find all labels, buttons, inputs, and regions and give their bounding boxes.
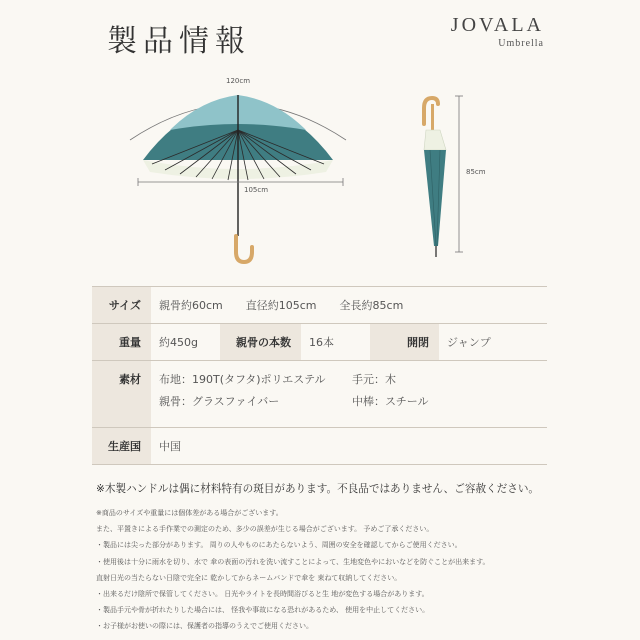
size-label: サイズ bbox=[92, 287, 151, 324]
shaft-material-value: 中棒：スチール bbox=[352, 395, 429, 408]
page-title: 製品情報 bbox=[107, 24, 251, 59]
width-label: 120cm bbox=[226, 77, 251, 85]
note-item: ・製品には尖った部分があります。 周りの人やものにあたらないよう、周囲の安全を確認してからご使用ください。 bbox=[96, 541, 462, 550]
brand-subtitle: Umbrella bbox=[498, 38, 544, 49]
spec-row-origin bbox=[92, 428, 547, 465]
length-label: 85cm bbox=[466, 168, 486, 176]
size-value-ribs: 親骨約60cm bbox=[159, 299, 223, 312]
closed-umbrella bbox=[424, 98, 446, 257]
open-value: ジャンプ bbox=[439, 324, 547, 361]
note-item: ※商品のサイズや重量には個体差がある場合がございます。 bbox=[96, 509, 283, 517]
open-label: 開閉 bbox=[370, 324, 439, 361]
brand-name: JOVALA bbox=[450, 14, 544, 36]
diameter-label: 105cm bbox=[244, 186, 269, 194]
handle-material-value: 手元：木 bbox=[352, 373, 396, 386]
open-umbrella bbox=[143, 95, 333, 262]
material-label: 素材 bbox=[92, 361, 151, 428]
spec-row-size bbox=[92, 287, 547, 324]
notes-section bbox=[96, 481, 566, 635]
spec-row-material bbox=[92, 361, 547, 428]
note-item: また、平置きによる手作業での測定のため、多少の誤差が生じる場合がございます。 予めご了承ください。 bbox=[96, 525, 434, 534]
wood-handle-note: ※木製ハンドルは偶に材料特有の斑目があります。不良品ではありません、ご容赦ください。 bbox=[96, 483, 540, 495]
note-item: ・製品手元や骨が折れたりした場合には、 怪我や事故になる恐れがあるため、 使用を中止してください。 bbox=[96, 606, 430, 615]
spec-table bbox=[92, 286, 547, 465]
umbrella-illustration bbox=[0, 0, 640, 290]
origin-value: 中国 bbox=[151, 428, 547, 465]
size-value-length: 全長約85cm bbox=[339, 299, 404, 312]
note-item: ・使用後は十分に雨水を切り、水で 傘の表面の汚れを洗い流すことによって、生地変色やにおいなどを防ぐことが出来ます。 bbox=[96, 557, 490, 566]
note-item: ・出来るだけ陰所で保管してください。 日光やライトを長時間浴びると生 地が変色する場合があります。 bbox=[96, 590, 429, 599]
spec-row-weight bbox=[92, 324, 547, 361]
size-value-diameter: 直径約105cm bbox=[245, 299, 317, 312]
note-item: ・お子様がお使いの際には、保護者の指導のうえでご使用ください。 bbox=[96, 622, 313, 631]
ribs-label: 親骨の本数 bbox=[220, 324, 301, 361]
origin-label: 生産国 bbox=[92, 428, 151, 465]
diameter-dimension-line bbox=[138, 178, 343, 186]
fabric-value: 布地：190T(タフタ)ポリエステル bbox=[159, 373, 326, 386]
rib-material-value: 親骨：グラスファイバー bbox=[159, 395, 280, 408]
weight-label: 重量 bbox=[92, 324, 151, 361]
length-dimension-line bbox=[455, 96, 463, 252]
note-item: 直射日光の当たらない日陰で完全に 乾かしてからネームバンドで傘を 束ねて収納してください。 bbox=[96, 573, 402, 582]
weight-value: 約450g bbox=[151, 324, 220, 361]
ribs-value: 16本 bbox=[301, 324, 370, 361]
